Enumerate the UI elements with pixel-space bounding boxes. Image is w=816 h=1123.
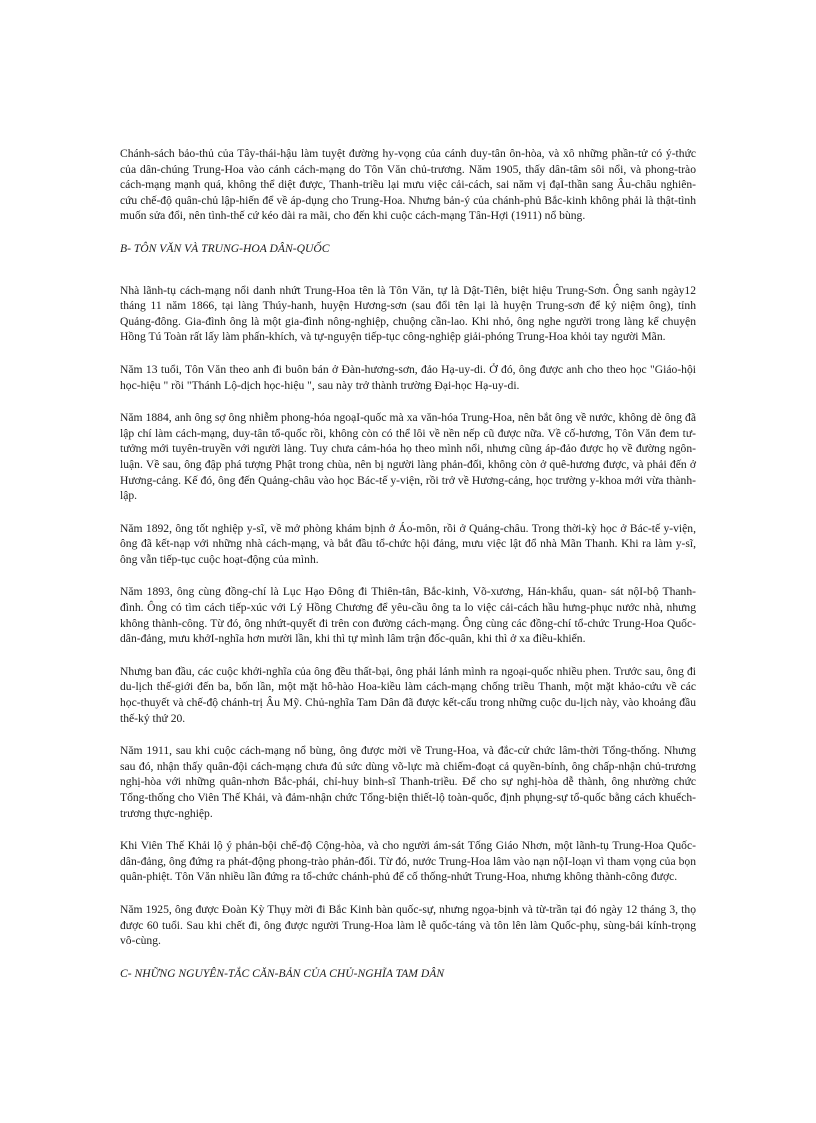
body-paragraph: Năm 1911, sau khi cuộc cách-mạng nổ bùng, ông được mời về Trung-Hoa, và đắc-cử chức lâm-thời Tổng-thống. Nhưng sau đó, nhận thấy quân-đội cách-mạng chưa đủ sức dùng võ-lực mà chiếm-đoạt cả quyền-bính, ông chấp-nhận chủ-trương nghị-hòa với những quân-nhơn Bắc-phái, chỉ-huy binh-sĩ Thanh-triều. Để cho sự nghị-hòa dễ thành, ông nhường chức Tổng-thống cho Viên Thế Khải, và đảm-nhận chức Tổng-biện thiết-lộ toàn-quốc, định phụng-sự tổ-quốc bằng cách khuếch-trương thực-nghiệp. bbox=[120, 744, 696, 820]
body-paragraph: Năm 13 tuổi, Tôn Văn theo anh đi buôn bán ở Đàn-hương-sơn, đảo Hạ-uy-di. Ở đó, ông được anh cho theo học "Giáo-hội học-hiệu " rồi "Thánh Lộ-dịch học-hiệu ", sau này trở thành trường Đại-học Hạ-uy-di. bbox=[120, 362, 696, 392]
body-paragraph: Năm 1925, ông được Đoàn Kỳ Thụy mời đi Bắc Kinh bàn quốc-sự, nhưng ngọa-bịnh và từ-trần tại đó ngày 12 tháng 3, thọ được 60 tuổi. Sau khi chết đi, ông được người Trung-Hoa làm lễ quốc-táng và tôn lên làm Quốc-phụ, sùng-bái kính-trọng vô-cùng. bbox=[120, 902, 696, 948]
section-b-heading: B- TÔN VĂN VÀ TRUNG-HOA DÂN-QUỐC bbox=[120, 241, 330, 255]
body-paragraph: Nhà lãnh-tụ cách-mạng nổi danh nhứt Trung-Hoa tên là Tôn Văn, tự là Dật-Tiên, biệt hiệu Trung-Sơn. Ông sanh ngày12 tháng 11 năm 1866, tại làng Thúy-hanh, huyện Hương-sơn (sau đổi tên lại là huyện Trung-sơn để kỷ niệm ông), tỉnh Quảng-đông. Gia-đình ông là một gia-đình nông-nghiệp, chuộng cần-lao. Khi nhỏ, ông nghe người trong làng kể chuyện Hồng Tú Toàn rất lấy làm phấn-khích, và tự-nguyện tiếp-tục công-nghiệp giải-phóng Trung-Hoa khỏi tay người Mãn. bbox=[120, 283, 696, 344]
body-paragraph: Năm 1884, anh ông sợ ông nhiễm phong-hóa ngoạI-quốc mà xa văn-hóa Trung-Hoa, nên bắt ông về nước, không dè ông đã lập chí làm cách-mạng, duy-tân tổ-quốc rồi, không còn có thể lôi về nền nếp cũ được nữa. Về cố-hương, Tôn Văn đem tư-tưởng mới tuyên-truyền với người làng. Tuy chưa cảm-hóa họ theo mình nổi, nhưng cũng áp-đảo được họ về đường ngôn-luận. Về sau, ông đập phá tượng Phật trong chùa, nên bị người làng phản-đối, không còn ở quê-hương được, và phải đến ở Hương-cảng. Kế đó, ông đến Quảng-châu vào học Bác-tế y-viện, rồi trở về Hương-cảng, học trường y-khoa mới vừa thành-lập. bbox=[120, 411, 696, 503]
intro-paragraph: Chánh-sách bảo-thủ của Tây-thái-hậu làm tuyệt đường hy-vọng của cánh duy-tân ôn-hòa, và xô những phần-tử có ý-thức của dân-chúng Trung-Hoa vào cánh cách-mạng do Tôn Văn chủ-trương. Năm 1905, thấy dân-tâm sôi nổi, và phong-trào cách-mạng mạnh quá, không thể diệt được, Thanh-triều lại mưu việc cải-cách, sai năm vị đạI-thần sang Âu-châu nghiên-cứu chế-độ quân-chủ lập-hiến để về áp-dụng cho Trung-Hoa. Nhưng bản-ý của chánh-phủ Bắc-kinh không phải là thật-tình muốn sửa đổi, nên tình-thế cứ kéo dài ra mãi, cho đến khi cuộc cách-mạng Tân-Hợi (1911) nổ bùng. bbox=[120, 147, 696, 223]
body-paragraph: Khi Viên Thế Khải lộ ý phản-bội chế-độ Cộng-hòa, và cho người ám-sát Tống Giáo Nhơn, một lãnh-tụ Trung-Hoa Quốc-dân-đảng, ông đứng ra phát-động phong-trào phản-đối. Từ đó, nước Trung-Hoa lâm vào nạn nộI-loạn vì tham vọng của bọn quân-phiệt. Tôn Văn nhiều lần đứng ra tổ-chức chánh-phủ để cố thống-nhứt Trung-Hoa, nhưng không thành-công được. bbox=[120, 839, 696, 884]
body-paragraph: Nhưng ban đầu, các cuộc khởi-nghĩa của ông đều thất-bại, ông phải lánh mình ra ngoại-quốc nhiều phen. Trước sau, ông đi du-lịch thế-giới đến ba, bốn lần, một mặt hô-hào Hoa-kiều làm cách-mạng chống triều Thanh, một mặt khảo-cứu về các học-thuyết và chế-độ chánh-trị Âu Mỹ. Chủ-nghĩa Tam Dân đã được kết-cấu trong những cuộc du-lịch này, vào khoảng đầu thế-kỷ thứ 20. bbox=[120, 664, 696, 725]
section-c-heading: C- NHỮNG NGUYÊN-TẮC CĂN-BẢN CỦA CHỦ-NGHĨA TAM DÂN bbox=[120, 966, 445, 980]
document-page bbox=[120, 146, 696, 981]
body-paragraph: Năm 1892, ông tốt nghiệp y-sĩ, về mở phòng khám bịnh ở Áo-môn, rồi ở Quảng-châu. Trong thời-kỳ học ở Bác-tế y-viện, ông đã kết-nạp với những nhà cách-mạng, và bắt đầu tổ-chức hội đảng, mưu việc lật đổ nhà Mãn Thanh. Khi ra làm y-sĩ, ông vẫn tiếp-tục cuộc hoạt-động của mình. bbox=[120, 521, 696, 566]
body-paragraph: Năm 1893, ông cùng đồng-chí là Lục Hạo Đông đi Thiên-tân, Bắc-kinh, Võ-xương, Hán-khẩu, quan- sát nộI-bộ Thanh-đình. Ông có tìm cách tiếp-xúc với Lý Hồng Chương để yêu-cầu ông ta lo việc cải-cách hầu hưng-phục nước nhà, nhưng không thành-công. Từ đó, ông nhứt-quyết đi trên con đường cách-mạng. Ông cùng các đồng-chí tổ-chức Trung-Hoa Quốc-dân-đảng, mưu khởI-nghĩa hơn mười lần, khi thì tự mình lâm trận đốc-quân, khi thì ở xa điều-khiển. bbox=[120, 585, 696, 646]
